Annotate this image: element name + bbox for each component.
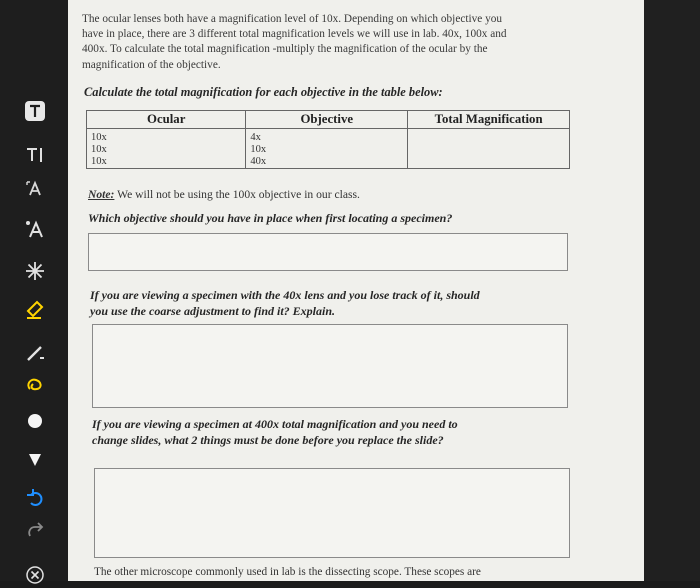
question-3 xyxy=(92,416,458,448)
table-row xyxy=(87,156,570,169)
total-cell[interactable] xyxy=(408,156,570,169)
question-2-line: you use the coarse adjustment to find it? Explain. xyxy=(90,304,336,318)
intro-line: 400x. To calculate the total magnification -multiply the magnification of the ocular by the xyxy=(82,43,488,56)
text-tool-icon[interactable] xyxy=(22,98,48,124)
table-header-objective: Objective xyxy=(246,111,408,129)
total-cell[interactable] xyxy=(408,144,570,156)
answer-box-1[interactable] xyxy=(88,233,568,271)
answer-box-2[interactable] xyxy=(92,324,568,408)
intro-line: The ocular lenses both have a magnification level of 10x. Depending on which objective you xyxy=(82,13,503,25)
pen-tool-icon[interactable] xyxy=(22,216,48,242)
highlight-tool-icon[interactable] xyxy=(22,258,48,284)
magnification-table xyxy=(86,110,570,169)
pencil-tool-icon[interactable] xyxy=(22,340,48,366)
intro-paragraph xyxy=(82,12,562,73)
text-cursor-tool-icon[interactable] xyxy=(22,142,48,168)
question-2 xyxy=(90,287,480,319)
ocular-cell: 10x xyxy=(87,144,246,156)
objective-cell: 4x xyxy=(246,129,408,145)
close-icon[interactable] xyxy=(22,562,48,588)
question-3-line: change slides, what 2 things must be done before you replace the slide? xyxy=(92,433,444,447)
background-edge xyxy=(644,0,700,581)
select-tool-icon[interactable] xyxy=(22,176,48,202)
note-line xyxy=(88,188,360,201)
question-3-line: If you are viewing a specimen at 400x total magnification and you need to xyxy=(92,417,458,431)
color-picker-icon[interactable] xyxy=(22,408,48,434)
intro-line: have in place, there are 3 different total magnification levels we will use in lab. 40x, 100x and xyxy=(82,28,507,41)
intro-line: magnification of the objective. xyxy=(82,58,221,71)
eraser-tool-icon[interactable] xyxy=(22,296,48,322)
table-row xyxy=(87,129,570,145)
objective-cell: 10x xyxy=(246,144,408,156)
table-heading: Calculate the total magnification for each objective in the table below: xyxy=(84,85,443,99)
arrow-down-tool-icon[interactable] xyxy=(22,446,48,472)
objective-cell: 40x xyxy=(246,156,408,169)
worksheet-page xyxy=(68,0,644,581)
ocular-cell: 10x xyxy=(87,129,246,145)
ocular-cell: 10x xyxy=(87,156,246,169)
table-header-total: Total Magnification xyxy=(408,111,570,129)
question-1: Which objective should you have in place when first locating a specimen? xyxy=(88,211,453,225)
undo-icon[interactable] xyxy=(22,484,48,510)
answer-box-3[interactable] xyxy=(94,468,570,558)
annotation-toolbar xyxy=(0,0,68,581)
table-header-ocular: Ocular xyxy=(87,111,246,129)
table-row xyxy=(87,144,570,156)
note-label: Note: xyxy=(88,188,115,201)
bottom-paragraph: The other microscope commonly used in lab is the dissecting scope. These scopes are xyxy=(94,566,481,578)
lasso-tool-icon[interactable] xyxy=(22,372,48,398)
redo-icon[interactable] xyxy=(22,518,48,544)
note-text: We will not be using the 100x objective in our class. xyxy=(114,188,360,201)
question-2-line: If you are viewing a specimen with the 40x lens and you lose track of it, should xyxy=(90,288,480,302)
total-cell[interactable] xyxy=(408,129,570,145)
